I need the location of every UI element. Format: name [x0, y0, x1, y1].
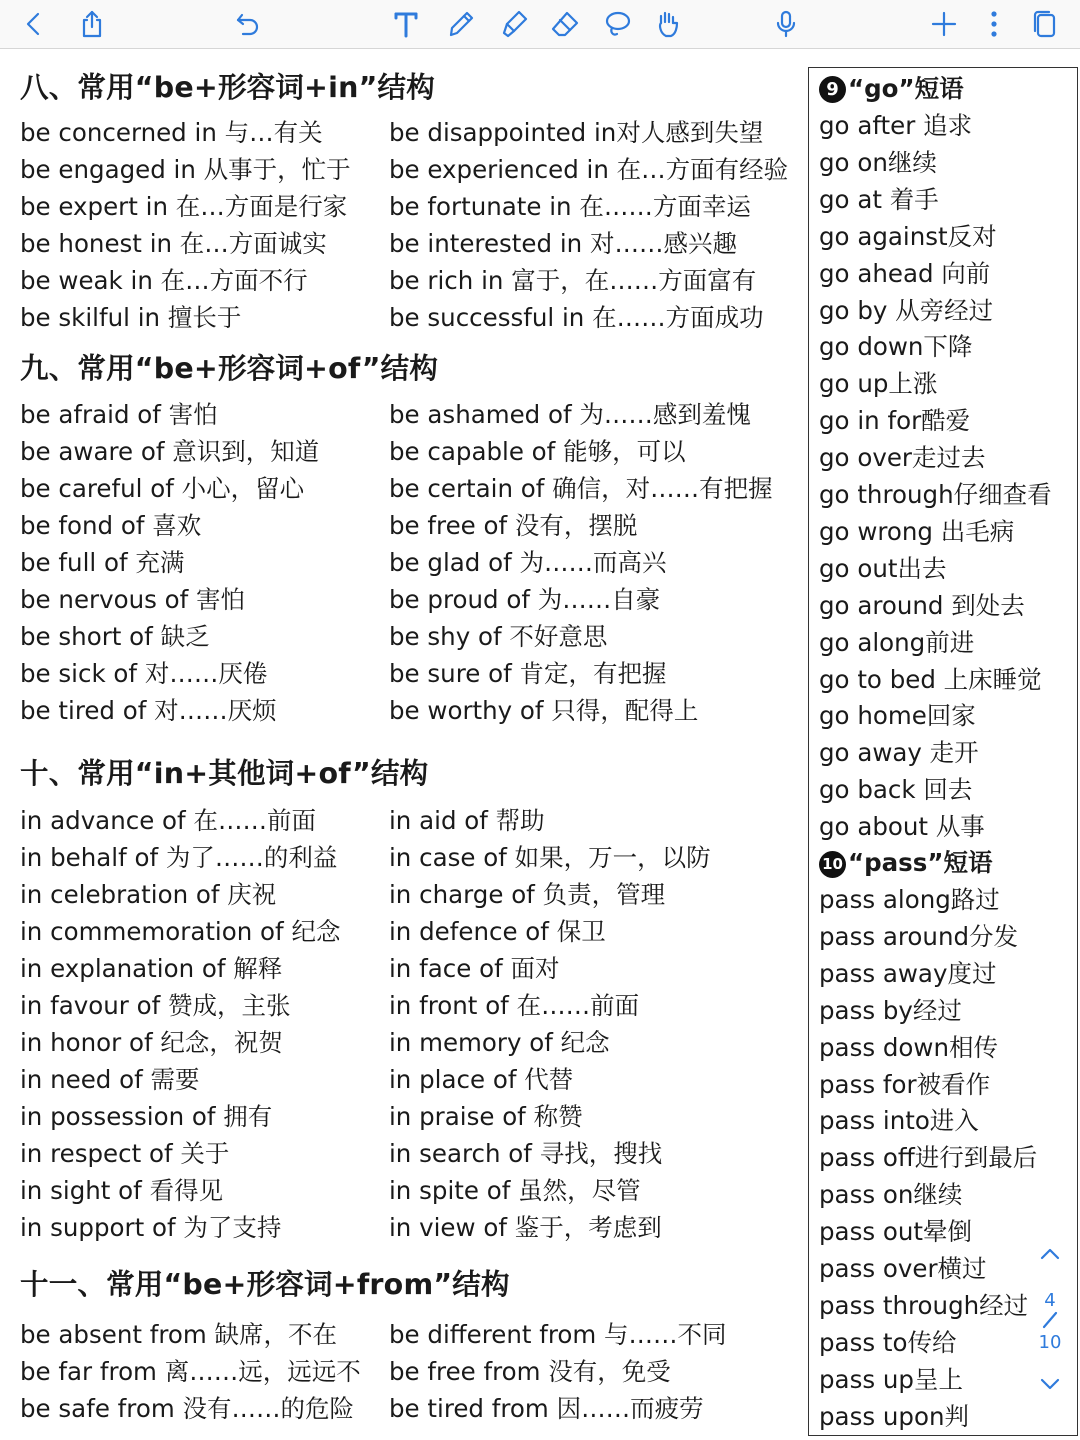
- phrase-left: be fond of 喜欢: [20, 511, 202, 540]
- phrase-item: pass on继续: [819, 1180, 963, 1210]
- phrase-item: pass to传给: [819, 1327, 957, 1357]
- total-pages: 10: [1038, 1332, 1062, 1353]
- phrase-left: be skilful in 擅长于: [20, 303, 242, 332]
- phrase-right: be fortunate in 在……方面幸运: [389, 192, 751, 221]
- phrase-item: pass down相传: [819, 1032, 998, 1062]
- phrase-left: in sight of 看得见: [20, 1176, 224, 1205]
- phrase-right: be experienced in 在…方面有经验: [389, 155, 789, 184]
- phrase-left: in possession of 拥有: [20, 1102, 273, 1131]
- phrase-right: be rich in 富于，在……方面富有: [389, 266, 757, 295]
- phrase-left: in explanation of 解释: [20, 954, 283, 983]
- phrase-right: in case of 如果，万一，以防: [389, 843, 711, 872]
- heading-text: “pass”短语: [848, 848, 993, 877]
- phrase-left: be absent from 缺席，不在: [20, 1320, 338, 1349]
- phrase-item: go up上涨: [819, 369, 938, 399]
- current-page: 4: [1044, 1290, 1056, 1311]
- section-title: 十、常用“in+其他词+of”结构: [20, 757, 429, 790]
- phrase-left: be expert in 在…方面是行家: [20, 192, 348, 221]
- phrase-item: pass over横过: [819, 1254, 987, 1283]
- note-page: [0, 48, 806, 1440]
- phrase-row: [0, 1316, 806, 1353]
- phrase-left: be short of 缺乏: [20, 622, 210, 651]
- phrase-left: in favour of 赞成，主张: [20, 991, 291, 1020]
- phrase-left: in respect of 关于: [20, 1139, 230, 1168]
- undo-icon[interactable]: [228, 4, 268, 44]
- phrase-left: be honest in 在…方面诚实: [20, 229, 327, 258]
- phrase-row: [0, 987, 806, 1024]
- pages-icon[interactable]: [1024, 4, 1064, 44]
- phrase-left: be sick of 对……厌倦: [20, 659, 268, 688]
- section-title: 十一、常用“be+形容词+from”结构: [20, 1268, 510, 1301]
- phrase-row: [0, 950, 806, 987]
- phrase-item: pass out晕倒: [819, 1217, 973, 1247]
- phrase-item: go over走过去: [819, 443, 986, 473]
- microphone-icon[interactable]: [766, 4, 806, 44]
- phrase-right: be different from 与……不同: [389, 1320, 727, 1349]
- page-up-icon[interactable]: [1030, 1240, 1070, 1270]
- phrase-right: be glad of 为……而高兴: [389, 548, 667, 577]
- phrase-item: pass through经过: [819, 1290, 1029, 1320]
- phrase-left: in support of 为了支持: [20, 1213, 282, 1242]
- share-icon[interactable]: [72, 4, 112, 44]
- phrase-right: be sure of 肯定，有把握: [389, 659, 667, 688]
- phrase-left: be far from 离……远，远远不: [20, 1357, 361, 1386]
- phrase-left: in advance of 在……前面: [20, 806, 316, 835]
- phrase-item: go home回家: [819, 701, 976, 731]
- phrase-right: be free from 没有，免受: [389, 1357, 671, 1386]
- phrase-item: go away 走开: [819, 738, 979, 768]
- phrase-left: be afraid of 害怕: [20, 400, 218, 429]
- phrase-left: be concerned in 与…有关: [20, 118, 323, 147]
- phrase-row: [0, 581, 806, 618]
- phrase-row: [0, 1172, 806, 1209]
- phrase-right: in memory of 纪念: [389, 1028, 610, 1057]
- phrase-row: [0, 114, 806, 151]
- page-indicator: [1030, 1240, 1070, 1400]
- phrase-panel: [808, 67, 1078, 1436]
- phrase-item: pass up呈上: [819, 1364, 963, 1394]
- phrase-right: be certain of 确信，对……有把握: [389, 474, 773, 503]
- phrase-item: go after 追求: [819, 111, 973, 140]
- phrase-right: in praise of 称赞: [389, 1102, 583, 1131]
- phrase-row: [0, 1061, 806, 1098]
- phrase-row: [0, 544, 806, 581]
- phrase-row: [0, 655, 806, 692]
- phrase-item: go on继续: [819, 147, 937, 177]
- phrase-left: be weak in 在…方面不行: [20, 266, 308, 295]
- phrase-item: go through仔细查看: [819, 480, 1052, 509]
- phrase-item: pass into进入: [819, 1106, 979, 1136]
- phrase-row: [0, 1209, 806, 1246]
- eraser-tool-icon[interactable]: [545, 4, 585, 44]
- phrase-left: be careful of 小心，留心: [20, 474, 305, 503]
- toolbar: [0, 0, 1080, 49]
- phrase-item: go around 到处去: [819, 590, 1025, 620]
- highlighter-tool-icon[interactable]: [494, 4, 534, 44]
- text-tool-icon[interactable]: [386, 4, 426, 44]
- phrase-row: [0, 1098, 806, 1135]
- heading-text: “go”短语: [848, 74, 964, 103]
- phrase-right: be disappointed in对人感到失望: [389, 118, 764, 147]
- page-down-icon[interactable]: [1030, 1370, 1070, 1400]
- phrase-item: go to bed 上床睡觉: [819, 664, 1042, 694]
- more-icon[interactable]: [974, 4, 1014, 44]
- phrase-left: in need of 需要: [20, 1065, 200, 1094]
- phrase-row: [0, 507, 806, 544]
- phrase-item: go wrong 出毛病: [819, 516, 1015, 546]
- phrase-left: be nervous of 害怕: [20, 585, 246, 614]
- phrase-row: [0, 188, 806, 225]
- phrase-left: be full of 充满: [20, 548, 185, 577]
- phrase-right: in search of 寻找，搜找: [389, 1139, 663, 1168]
- phrase-item: pass along路过: [819, 885, 1000, 914]
- phrase-left: in commemoration of 纪念: [20, 917, 341, 946]
- phrase-row: [0, 225, 806, 262]
- phrase-item: pass away度过: [819, 958, 997, 988]
- phrase-right: in aid of 帮助: [389, 806, 545, 835]
- go-heading: [819, 70, 964, 107]
- phrase-right: in charge of 负责，管理: [389, 880, 666, 909]
- add-icon[interactable]: [924, 4, 964, 44]
- pass-heading: [819, 844, 992, 881]
- phrase-right: in face of 面对: [389, 954, 560, 983]
- phrase-right: in front of 在……前面: [389, 991, 640, 1020]
- phrase-row: [0, 618, 806, 655]
- phrase-row: [0, 1024, 806, 1061]
- section-title: 九、常用“be+形容词+of”结构: [20, 352, 439, 385]
- phrase-item: pass around分发: [819, 921, 1019, 951]
- phrase-row: [0, 262, 806, 299]
- phrase-item: pass by经过: [819, 995, 962, 1025]
- phrase-row: [0, 692, 806, 729]
- back-icon[interactable]: [14, 4, 54, 44]
- phrase-row: [0, 396, 806, 433]
- phrase-right: be free of 没有，摆脱: [389, 511, 638, 540]
- phrase-item: go back 回去: [819, 775, 973, 805]
- phrase-left: be engaged in 从事于，忙于: [20, 155, 351, 184]
- section-title: 八、常用“be+形容词+in”结构: [20, 71, 435, 104]
- phrase-item: go by 从旁经过: [819, 295, 994, 325]
- phrase-row: [0, 876, 806, 913]
- page-divider-icon: [1030, 1310, 1070, 1330]
- phrase-right: be interested in 对……感兴趣: [389, 229, 737, 258]
- phrase-left: in celebration of 庆祝: [20, 880, 277, 909]
- phrase-item: go down下降: [819, 332, 973, 362]
- lasso-tool-icon[interactable]: [598, 4, 638, 44]
- phrase-left: be tired of 对……厌烦: [20, 696, 277, 725]
- hand-tool-icon[interactable]: [648, 4, 688, 44]
- phrase-right: be worthy of 只得，配得上: [389, 696, 699, 725]
- phrase-row: [0, 802, 806, 839]
- phrase-right: be successful in 在……方面成功: [389, 303, 764, 332]
- phrase-right: be proud of 为……自豪: [389, 585, 661, 614]
- phrase-row: [0, 1390, 806, 1427]
- phrase-row: [0, 151, 806, 188]
- phrase-right: be ashamed of 为……感到羞愧: [389, 400, 751, 429]
- phrase-right: in place of 代替: [389, 1065, 574, 1094]
- phrase-right: in spite of 虽然，尽管: [389, 1176, 641, 1205]
- phrase-item: go at 着手: [819, 184, 939, 214]
- phrase-right: in defence of 保卫: [389, 917, 606, 946]
- phrase-left: be safe from 没有……的危险: [20, 1394, 354, 1423]
- phrase-item: pass for被看作: [819, 1069, 991, 1099]
- phrase-item: go out出去: [819, 553, 947, 583]
- phrase-row: [0, 299, 806, 336]
- phrase-item: go along前进: [819, 627, 975, 657]
- phrase-right: in view of 鉴于，考虑到: [389, 1213, 662, 1242]
- phrase-item: go ahead 向前: [819, 258, 991, 288]
- phrase-left: in behalf of 为了……的利益: [20, 843, 338, 872]
- number-badge: 10: [819, 851, 846, 878]
- phrase-row: [0, 839, 806, 876]
- phrase-left: be aware of 意识到，知道: [20, 437, 320, 466]
- phrase-item: pass upon判: [819, 1401, 969, 1431]
- phrase-item: go against反对: [819, 221, 997, 251]
- phrase-row: [0, 433, 806, 470]
- phrase-row: [0, 470, 806, 507]
- phrase-row: [0, 1135, 806, 1172]
- phrase-right: be tired from 因……而疲劳: [389, 1394, 704, 1423]
- number-badge: 9: [819, 76, 846, 103]
- phrase-item: go about 从事: [819, 812, 985, 842]
- phrase-item: go in for酷爱: [819, 406, 971, 436]
- phrase-row: [0, 913, 806, 950]
- phrase-left: in honor of 纪念，祝贺: [20, 1028, 283, 1057]
- phrase-item: pass off进行到最后: [819, 1143, 1038, 1173]
- pen-tool-icon[interactable]: [441, 4, 481, 44]
- phrase-right: be capable of 能够，可以: [389, 437, 686, 466]
- phrase-right: be shy of 不好意思: [389, 622, 608, 651]
- phrase-row: [0, 1353, 806, 1390]
